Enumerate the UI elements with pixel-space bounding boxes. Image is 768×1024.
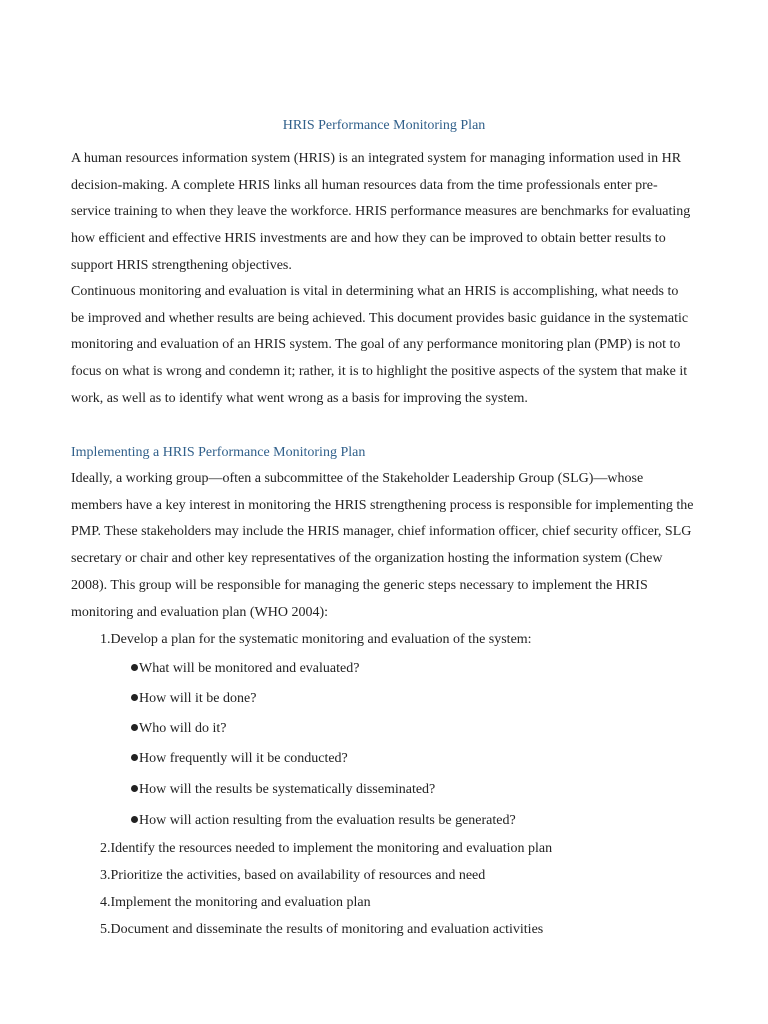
bullet-icon — [131, 694, 138, 701]
bullet-icon — [131, 785, 138, 792]
paragraph-intro: A human resources information system (HRIS) is an integrated system for managing information used in HR decision-making. A complete HRIS links all human resources data from the time professionals enter pre-service training to when they leave the workforce. HRIS performance measures are benchmarks for evaluating how efficient and effective HRIS investments are and how they can be improved to obtain better results to support HRIS strengthening objectives. — [71, 151, 691, 273]
bullet-icon — [131, 664, 138, 671]
question-item-1 — [131, 659, 359, 679]
question-item-2 — [131, 689, 256, 709]
step-number: 3. — [100, 868, 111, 883]
bullet-icon — [131, 754, 138, 761]
paragraph-monitoring: Continuous monitoring and evaluation is vital in determining what an HRIS is accomplishing, what needs to be improved and whether results are being achieved. This document provides basic guidance in the systematic monitoring and evaluation of an HRIS system. The goal of any performance monitoring plan (PMP) is not to focus on what is wrong and condemn it; rather, it is to highlight the positive aspects of the system that make it work, as well as to identify what went wrong as a basis for improving the system. — [71, 284, 689, 406]
step-number: 1. — [100, 632, 111, 647]
question-item-4 — [131, 749, 348, 769]
paragraph-working-group: Ideally, a working group—often a subcommittee of the Stakeholder Leadership Group (SLG)—whose members have a key interest in monitoring the HRIS strengthening process is responsible for implementing the PMP. These stakeholders may include the HRIS manager, chief information officer, chief security officer, SLG secretary or chair and other key representatives of the organization hosting the information system (Chew 2008). This group will be responsible for managing the generic steps necessary to implement the HRIS monitoring and evaluation plan (WHO 2004): — [71, 471, 694, 620]
question-text: How frequently will it be conducted? — [139, 751, 348, 766]
step-text: Develop a plan for the systematic monitoring and evaluation of the system: — [110, 632, 532, 647]
step-text: Identify the resources needed to implement the monitoring and evaluation plan — [110, 841, 553, 856]
section-heading: Implementing a HRIS Performance Monitoring Plan — [71, 445, 366, 460]
question-text: How will action resulting from the evaluation results be generated? — [139, 813, 516, 828]
step-text: Prioritize the activities, based on availability of resources and need — [110, 868, 486, 883]
question-item-3 — [131, 719, 227, 739]
step-number: 5. — [100, 922, 111, 937]
question-item-6 — [131, 811, 516, 831]
document-title: HRIS Performance Monitoring Plan — [282, 118, 486, 133]
bullet-icon — [131, 816, 138, 823]
bullet-icon — [131, 724, 138, 731]
question-text: Who will do it? — [139, 721, 227, 736]
question-text: What will be monitored and evaluated? — [139, 661, 360, 676]
step-item-4 — [100, 893, 371, 913]
step-number: 2. — [100, 841, 111, 856]
step-item-1 — [100, 630, 532, 650]
question-text: How will it be done? — [139, 691, 257, 706]
step-item-5 — [100, 920, 543, 940]
step-item-2 — [100, 839, 552, 859]
step-text: Document and disseminate the results of monitoring and evaluation activities — [110, 922, 544, 937]
step-text: Implement the monitoring and evaluation plan — [110, 895, 371, 910]
step-item-3 — [100, 866, 485, 886]
question-text: How will the results be systematically disseminated? — [139, 782, 436, 797]
step-number: 4. — [100, 895, 111, 910]
question-item-5 — [131, 780, 435, 800]
